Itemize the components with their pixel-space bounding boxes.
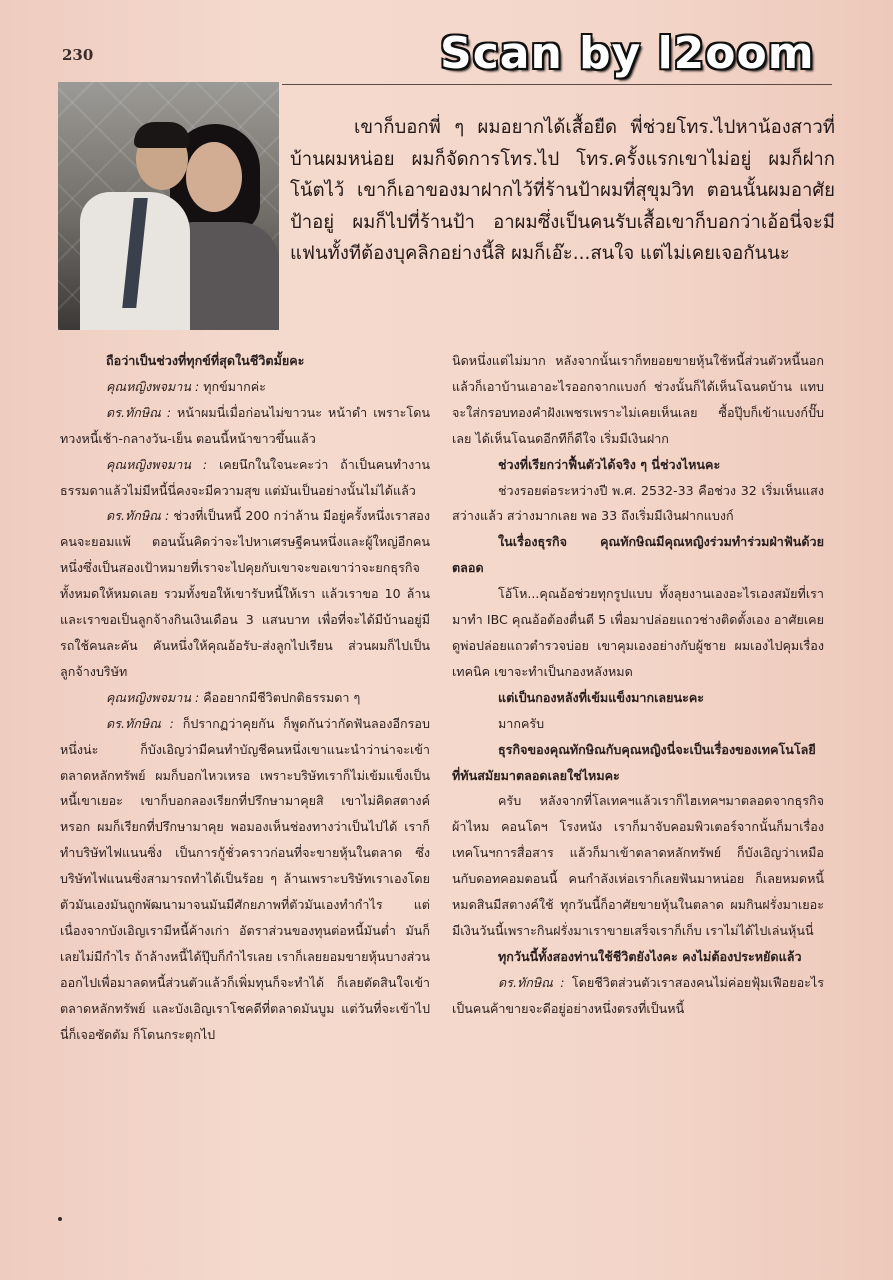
intro-quote (290, 112, 835, 270)
interview-answer (60, 400, 430, 452)
speaker-name: ดร.ทักษิณ : (498, 974, 565, 990)
answer-text: โดยชีวิตส่วนตัวเราสองคนไม่ค่อยฟุ้มเฟือยอะไร เป็นคนค้าขายจะดีอยู่อย่างหนึ่งตรงที่เป็นหนี้ (452, 974, 825, 1016)
speaker-name: ดร.ทักษิณ : (106, 508, 170, 524)
answer-text: ช่วงที่เป็นหนี้ 200 กว่าล้าน มีอยู่ครั้งหนึ่งเราสองคนจะยอมแพ้ ตอนนั้นคิดว่าจะไปหาเศรษฐีคนหนึ่งและผู้ใหญ่อีกคนหนึ่งซึ่งเป็นสองเป้าหมายที่เราจะไปคุยกับเขาจะขอเขาว่าจะยกธุรกิจทั้งหมดให้หมดเลย รวมทั้งขอให้เขารับหนี้ให้เรา แล้วเราขอ 10 ล้าน และเราขอเป็นลูกจ้างกินเงินเดือน 3 แสนบาท เพื่อที่จะได้มีบ้านอยู่มีรถใช้คนละคัน คันหนึ่งให้คุณอ้อรับ-ส่งลูกไปเรียน ส่วนผมก็ไปเป็นลูกจ้างบริษัท (60, 508, 430, 679)
body-paragraph: นิดหนึ่งแต่ไม่มาก หลังจากนั้นเราก็ทยอยขายหุ้นใช้หนี้ส่วนตัวหนี้นอก แล้วก็เอาบ้านเอาอะไรออกจากแบงก์ ช่วงนั้นก็ได้เห็นโฉนดบ้าน แทบจะใส่กรอบทองคำฝังเพชรเพราะไม่เคยเห็นเลย ซื้อปุ๊บก็เข้าแบงก์ปั๊บเลย ได้เห็นโฉนดอีกทีก็ดีใจ เริ่มมีเงินฝาก (452, 353, 824, 446)
scan-watermark: Scan by l2oom (440, 28, 815, 79)
answer-text: คืออยากมีชีวิตปกติธรรมดา ๆ (199, 689, 361, 705)
interview-answer (60, 711, 430, 1048)
interview-question: ช่วงที่เรียกว่าฟื้นตัวได้จริง ๆ นี่ช่วงไหนคะ (498, 456, 721, 472)
interview-answer: ช่วงรอยต่อระหว่างปี พ.ศ. 2532-33 คือช่วง 32 เริ่มเห็นแสงสว่างแล้ว สว่างมากเลย พอ 33 ถึงเริ่มมีเงินฝากแบงก์ (452, 482, 824, 524)
interview-answer (60, 503, 430, 684)
intro-text: เขาก็บอกพี่ ๆ ผมอยากได้เสื้อยืด พี่ช่วยโทร.ไปหาน้องสาวที่บ้านผมหน่อย ผมก็จัดการโทร.ไป โทร.ครั้งแรกเขาไม่อยู่ ผมก็ฝากโน้ตไว้ เขาก็เอาของมาฝากไว้ที่ร้านป้าผมที่สุขุมวิท ตอนนั้นผมอาศัยป้าอยู่ ผมก็ไปที่ร้านป้า อาผมซึ่งเป็นคนรับเสื้อเขาก็บอกว่าเอ้อนี่จะมีแฟนทั้งทีต้องบุคลิกอย่างนี้สิ ผมก็เอ๊ะ...สนใจ แต่ไม่เคยเจอกันนะ (290, 117, 835, 264)
interview-answer (452, 970, 824, 1022)
speaker-name: คุณหญิงพจมาน : (106, 456, 208, 472)
interview-answer (60, 374, 430, 400)
interview-answer (60, 685, 430, 711)
answer-text: หน้าผมนี่เมื่อก่อนไม่ขาวนะ หน้าดำ เพราะโดนทวงหนี้เช้า-กลางวัน-เย็น ตอนนี้หน้าขาวขึ้นแล้ว (60, 404, 430, 446)
page-speck (58, 1217, 62, 1221)
header-rule (282, 84, 832, 85)
photo-man-hair (134, 122, 190, 148)
interview-answer (60, 452, 430, 504)
interview-question: ธุรกิจของคุณทักษิณกับคุณหญิงนี่จะเป็นเรื่องของเทคโนโลยีที่ทันสมัยมาตลอดเลยใช่ไหมคะ (452, 741, 816, 783)
interview-question: ถือว่าเป็นช่วงที่ทุกข์ที่สุดในชีวิตมั้ยคะ (106, 353, 305, 368)
answer-text: ก็ปรากฏว่าคุยกัน ก็พูดกันว่ากัดฟันลองอีกรอบหนึ่งน่ะ ก็บังเอิญว่ามีคนทำบัญชีคนหนึ่งเขาแนะนำว่าน่าจะเข้าตลาดหลักทรัพย์ ผมก็บอกไหวเหรอ เพราะบริษัทเราก็ไม่เข้มแข็งเป็นหนี้เขาเยอะ เขาก็บอกลองเรียกที่ปรึกษามาคุยสิ เขาไม่คิดสตางค์หรอก ผมก็เรียกที่ปรึกษามาคุย พอมองเห็นช่องทางว่าเป็นไปได้ เราก็ทำบริษัทไฟแนนซิ่ง เป็นการกู้ชั่วคราวก่อนที่จะขายหุ้นในตลาด ซึ่งบริษัทไฟแนนซิ่งสามารถทำได้เป็นร้อย ๆ ล้านเพราะบริษัทเราเองโดยตัวมันเองมันถูกพัฒนามาจนมันมีศักยภาพที่ตัวมันเองทำกำไร แต่เนื่องจากบังเอิญเรามีหนี้ค้างเก่า อัตราส่วนของทุนต่อหนี้มันต่ำ มันก็เลยไม่มีกำไร ถ้าล้างหนี้ได้ปุ๊บก็กำไรเลย เราก็เลยยอมขายหุ้นบางส่วนออกไปเพื่อมาลดหนี้ส่วนตัวแล้วก็เพิ่มทุนก็จะทำได้ ก็เลยตัดสินใจเข้าตลาดหลักทรัพย์ และบังเอิญเราโชคดีที่ตลาดมันบูม แต่วันที่จะเข้าไปนี่ก็เจอซัดดัม ก็โดนกระตุกไป (60, 715, 430, 1042)
interview-question: ทุกวันนี้ทั้งสองท่านใช้ชีวิตยังไงคะ คงไม่ต้องประหยัดแล้ว (498, 948, 802, 964)
couple-photo (58, 82, 279, 330)
answer-text: เคยนึกในใจนะคะว่า ถ้าเป็นคนทำงานธรรมดาแล้วไม่มีหนี้นี่คงจะมีความสุข แต่มันเป็นอย่างนั้นไม่ได้แล้ว (60, 456, 430, 498)
speaker-name: ดร.ทักษิณ : (106, 404, 172, 420)
speaker-name: คุณหญิงพจมาน : (106, 689, 200, 705)
page-number: 230 (62, 46, 94, 64)
right-column (452, 348, 824, 1022)
interview-question: แต่เป็นกองหลังที่เข้มแข็งมากเลยนะคะ (498, 689, 705, 705)
speaker-name: ดร.ทักษิณ : (106, 715, 174, 731)
speaker-name: คุณหญิงพจมาน : (106, 378, 200, 394)
interview-answer: ครับ หลังจากที่โลเทคฯแล้วเราก็ไฮเทคฯมาตลอดจากธุรกิจผ้าไหม คอนโดฯ โรงหนัง เราก็มาจับคอมพิวเตอร์จากนั้นก็มาเรื่องเทคโนฯการสื่อสาร แล้วก็มาเข้าตลาดหลักทรัพย์ ก็บังเอิญว่าเหมือนกับดอทคอมตอนนี้ คนกำลังเห่อเราก็เลยฟันมาหน่อย ก็เลยหมดหนี้หมดสินมีสตางค์ใช้ ทุกวันนี้ก็อาศัยขายหุ้นในตลาด ผมกินฝรั่งมาเยอะ มีเงินวันนี้เพราะกินฝรั่งมาเราขายเสร็จเราก็เก็บ เราไม่ได้ไปเล่นหุ้นนี่ (452, 793, 824, 938)
left-column (60, 348, 430, 1047)
interview-question: ในเรื่องธุรกิจ คุณทักษิณมีคุณหญิงร่วมทำร่วมฝ่าฟันด้วยตลอด (452, 534, 824, 576)
interview-answer: โอ้โห...คุณอ้อช่วยทุกรูปแบบ ทั้งลุยงานเองอะไรเองสมัยที่เรามาทำ IBC คุณอ้อต้องตื่นตี 5 เพื่อมาปล่อยแถวช่างติดตั้งเอง อาศัยเคยดูพ่อปล่อยแถวตำรวจบ่อย เขาคุมเองอย่างกับผู้ชาย ผมเองไปคุมเรื่องเทคนิค เขาจะทำเป็นกองหลังหมด (452, 586, 824, 679)
answer-text: ทุกข์มากค่ะ (199, 378, 266, 394)
interview-answer: มากครับ (498, 715, 545, 731)
photo-woman-face (186, 142, 242, 212)
